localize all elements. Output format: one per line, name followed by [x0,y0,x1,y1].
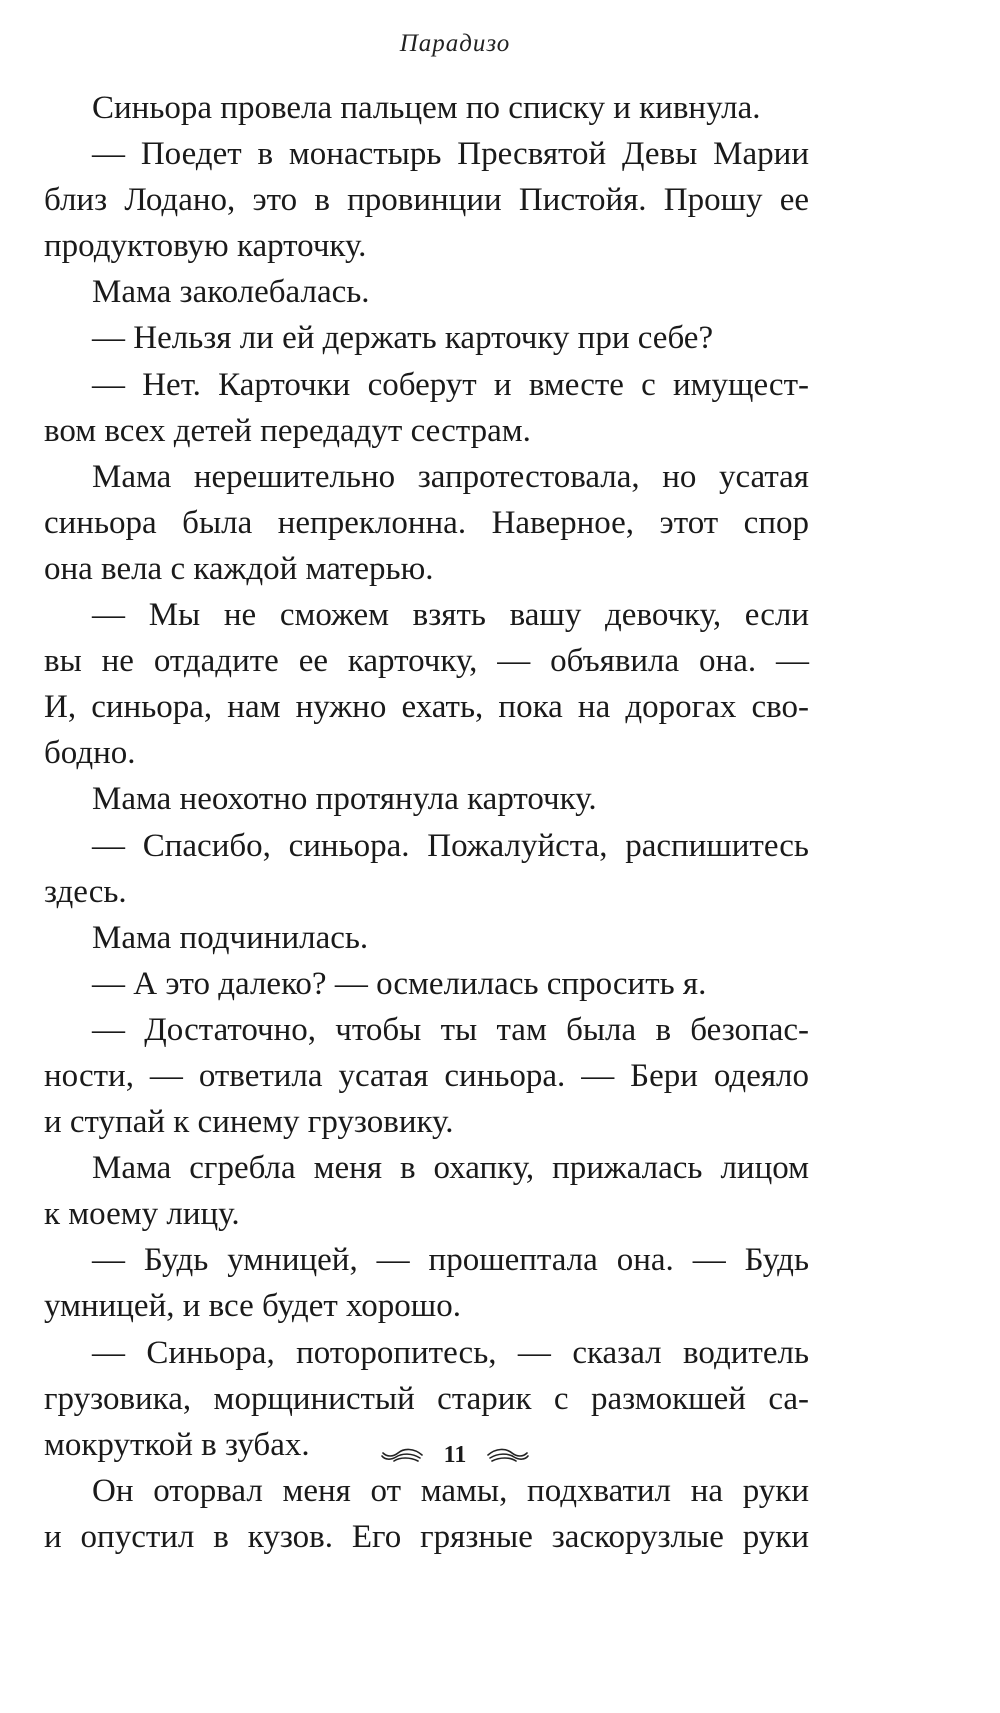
text-line: умницей, и все будет хорошо. [44,1288,461,1325]
text-line: к моему лицу. [44,1196,240,1233]
text-line: — Мы не сможем взять вашу девочку, если [92,597,809,634]
text-line: — Нельзя ли ей держать карточку при себе? [92,320,714,357]
left-flourish-icon [380,1444,424,1466]
text-line: — Спасибо, синьора. Пожалуйста, распишитесь [92,827,809,864]
text-line: бодно. [44,735,136,772]
text-line: Мама неохотно протянула карточку. [92,781,597,818]
page-footer [0,1441,910,1469]
body-text [44,85,809,1560]
text-line: вом всех детей передадут сестрам. [44,412,531,449]
text-line: мокруткой в зубах. [44,1426,310,1463]
text-line: Мама сгребла меня в охапку, прижалась лицом [92,1150,809,1187]
text-line: вы не отдадите ее карточку, — объявила она. — [44,643,809,680]
text-line: синьора была непреклонна. Наверное, этот спор [44,504,809,541]
text-line: Синьора провела пальцем по списку и кивнула. [92,90,761,126]
text-line: и опустил в кузов. Его грязные заскорузлые руки [44,1518,809,1555]
text-line: и ступай к синему грузовику. [44,1104,454,1141]
text-line: — Будь умницей, — прошептала она. — Будь [92,1242,809,1279]
text-line: Мама нерешительно запротестовала, но усатая [92,458,809,495]
text-line: грузовика, морщинистый старик с размокшей са- [44,1380,809,1417]
text-line: продуктовую карточку. [44,228,367,265]
text-line: — Нет. Карточки соберут и вместе с имущест- [92,366,809,403]
text-line: ности, — ответила усатая синьора. — Бери одеяло [44,1057,809,1094]
text-line: она вела с каждой матерью. [44,550,434,587]
running-head: Парадизо [399,30,511,57]
text-line: Мама подчинилась. [92,919,369,956]
text-line: здесь. [44,873,127,910]
page-number: 11 [443,1441,467,1468]
text-line: близ Лодано, это в провинции Пистойя. Прошу ее [44,182,809,219]
text-line: Он оторвал меня от мамы, подхватил на руки [92,1472,809,1509]
text-line: — Синьора, поторопитесь, — сказал водитель [92,1334,809,1371]
text-line: Мама заколебалась. [92,274,370,311]
text-line: — А это далеко? — осмелилась спросить я. [92,965,707,1002]
text-line: — Достаточно, чтобы ты там была в безопас- [92,1011,809,1048]
text-line: — Поедет в монастырь Пресвятой Девы Марии [92,136,809,173]
text-line: И, синьора, нам нужно ехать, пока на дорогах сво- [44,689,809,726]
right-flourish-icon [486,1444,530,1466]
